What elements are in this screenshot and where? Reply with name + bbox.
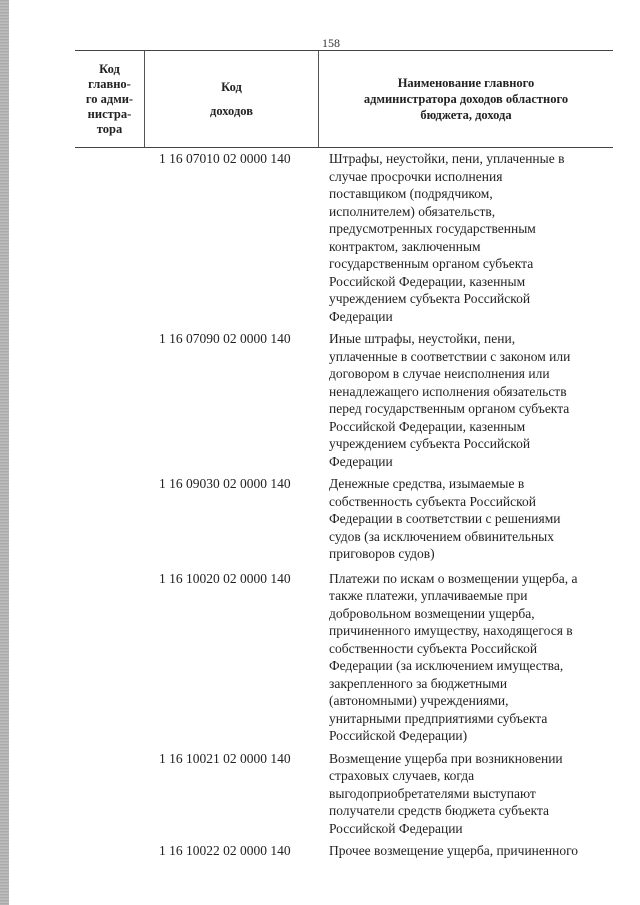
cell-name-line: Возмещение ущерба при возникновении: [329, 750, 563, 766]
cell-name-line: Штрафы, неустойки, пени, уплаченные в: [329, 151, 565, 166]
header-name-line: администратора доходов областного: [363, 92, 569, 106]
header-name-line: Наименование главного: [397, 76, 535, 90]
cell-income-code: 1 16 09030 02 0000 140: [159, 476, 291, 491]
table-body: [75, 150, 615, 860]
table-row: [75, 842, 615, 860]
cell-name: [319, 842, 615, 860]
cell-name-line: также платежи, уплачиваемые при: [329, 588, 528, 603]
cell-name: [319, 475, 615, 563]
cell-income-code: 1 16 10020 02 0000 140: [159, 570, 291, 586]
cell-name-line: уплаченные в соответствии с законом или: [329, 348, 571, 364]
cell-name-line: закрепленного за бюджетными: [329, 675, 508, 691]
cell-name: [319, 570, 615, 745]
cell-name-line: Прочее возмещение ущерба, причиненного: [329, 843, 579, 858]
cell-name-line: добровольном возмещении ущерба,: [329, 605, 535, 621]
cell-name-line: Платежи по искам о возмещении ущерба, а: [329, 570, 578, 586]
header-code-line: доходов: [210, 104, 253, 118]
table-row: [75, 330, 615, 470]
cell-admin: [75, 475, 145, 563]
cell-name-line: учреждением субъекта Российской: [329, 436, 531, 451]
table-row: [75, 750, 615, 838]
cell-name-line: договором в случае неисполнения или: [329, 366, 550, 381]
cell-name-line: (автономными) учреждениями,: [329, 693, 509, 708]
cell-admin: [75, 150, 145, 325]
cell-name-line: Российской Федерации: [329, 820, 463, 836]
cell-name-line: Иные штрафы, неустойки, пени,: [329, 331, 516, 346]
cell-name-line: государственным органом субъекта: [329, 256, 534, 271]
cell-admin: [75, 842, 145, 860]
cell-name-line: исполнителем) обязательств,: [329, 203, 496, 219]
table-row: [75, 475, 615, 563]
cell-name-line: Федерации: [329, 453, 393, 469]
cell-name-line: судов (за исключением обвинительных: [329, 528, 554, 544]
cell-admin: [75, 570, 145, 745]
header-name: [319, 51, 613, 147]
cell-name-line: случае просрочки исполнения: [329, 168, 503, 184]
cell-name-line: поставщиком (подрядчиком,: [329, 186, 493, 201]
cell-name-line: Федерации (за исключением имущества,: [329, 658, 564, 673]
cell-name-line: собственности субъекта Российской: [329, 640, 538, 656]
cell-name: [319, 150, 615, 325]
cell-name-line: выгодоприобретателями выступают: [329, 785, 536, 801]
cell-name-line: унитарными предприятиями субъекта: [329, 710, 548, 726]
cell-name-line: Российской Федерации, казенным: [329, 273, 526, 289]
cell-name-line: ненадлежащего исполнения обязательств: [329, 383, 567, 399]
table-header: [75, 50, 613, 148]
cell-name-line: Федерации: [329, 308, 393, 324]
page-number: 158: [322, 36, 340, 50]
header-admin-line: тора: [96, 121, 123, 136]
cell-name-line: Российской Федерации): [329, 728, 468, 743]
cell-name-line: приговоров судов): [329, 546, 435, 561]
header-admin-line: главно-: [88, 76, 131, 91]
cell-name-line: Денежные средства, изымаемые в: [329, 476, 525, 491]
header-income-code: [145, 51, 319, 147]
cell-name-line: контрактом, заключенным: [329, 238, 481, 254]
cell-income-code: 1 16 07010 02 0000 140: [159, 151, 291, 166]
cell-name-line: Федерации в соответствии с решениями: [329, 511, 561, 526]
table-row: [75, 570, 615, 745]
cell-admin: [75, 750, 145, 838]
cell-name-line: учреждением субъекта Российской: [329, 291, 531, 306]
cell-name-line: получатели средств бюджета субъекта: [329, 803, 550, 818]
cell-income-code: 1 16 10021 02 0000 140: [159, 750, 291, 766]
header-name-line: бюджета, дохода: [420, 108, 512, 122]
cell-name-line: страховых случаев, когда: [329, 768, 475, 783]
table-row: [75, 150, 615, 325]
cell-name: [319, 330, 615, 470]
cell-admin: [75, 330, 145, 470]
cell-name-line: причиненного имуществу, находящегося в: [329, 623, 573, 638]
cell-name-line: Российской Федерации, казенным: [329, 418, 526, 434]
cell-name: [319, 750, 615, 838]
cell-income-code: 1 16 07090 02 0000 140: [159, 331, 291, 346]
cell-name-line: перед государственным органом субъекта: [329, 401, 570, 416]
header-admin-line: нистра-: [87, 106, 132, 121]
header-admin-line: го адми-: [85, 91, 134, 106]
cell-income-code: 1 16 10022 02 0000 140: [159, 843, 291, 858]
scan-edge: [0, 0, 9, 905]
header-code-line: Код: [221, 80, 242, 94]
header-admin-code: [75, 51, 145, 147]
cell-name-line: предусмотренных государственным: [329, 221, 536, 236]
header-admin-line: Код: [99, 61, 120, 76]
cell-name-line: собственность субъекта Российской: [329, 493, 536, 509]
